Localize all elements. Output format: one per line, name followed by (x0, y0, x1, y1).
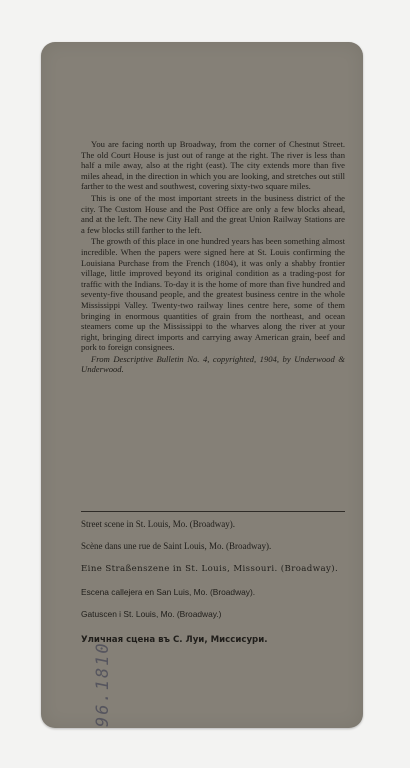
caption-swedish: Gatuscen i St. Louis, Mo. (Broadway.) (81, 609, 222, 619)
caption-russian: Уличная сцена въ С. Луи, Миссисури. (81, 635, 268, 645)
description-paragraph-3: The growth of this place in one hundred years has been something almost incredible. When the papers were signed here at St. Louis confirming the Louisiana Purchase from the French (1804), it was only a shabby frontier village, little improved beyond its original condition as a trading-post for traffic with the Indians. To-day it is the home of more than five hundred and seventy-five thousand people, and the greatest business centre in the whole Mississippi Valley. Twenty-two railway lines centre here, some of them bringing in enormous quantities of grain from the northeast, and ocean steamers come up the Mississippi to the wharves along the river at your right, bringing direct imports and carrying away American grain, beef and pork to foreign consignees. (81, 236, 345, 353)
pencil-inventory-mark: 96.1810 (93, 641, 113, 727)
caption-english: Street scene in St. Louis, Mo. (Broadway). (81, 519, 235, 529)
copyright-credit: From Descriptive Bulletin No. 4, copyrighted, 1904, by Underwood & Underwood. (81, 353, 345, 375)
caption-french: Scène dans une rue de Saint Louis, Mo. (Broadway). (81, 541, 272, 551)
description-paragraph-1: You are facing north up Broadway, from the corner of Chestnut Street. The old Court House is just out of range at the right. The river is less than half a mile away, also at the right (east). The city extends more than five miles ahead, in the direction in which you are looking, and stretches out still farther to the west and southwest, covering sixty-two square miles. (81, 139, 345, 192)
description-paragraph-2: This is one of the most important streets in the business district of the city. The Custom House and the Post Office are only a few blocks ahead, and at the left. The new City Hall and the great Union Railway Stations are a few blocks still farther to the left. (81, 192, 345, 235)
caption-german: Eine Straßenszene in St. Louis, Missouri. (Broadway). (81, 564, 339, 574)
stereoview-card-back (41, 42, 363, 728)
caption-spanish: Escena callejera en San Luis, Mo. (Broadway). (81, 587, 256, 597)
description-text (81, 139, 345, 376)
divider-rule (81, 511, 345, 512)
